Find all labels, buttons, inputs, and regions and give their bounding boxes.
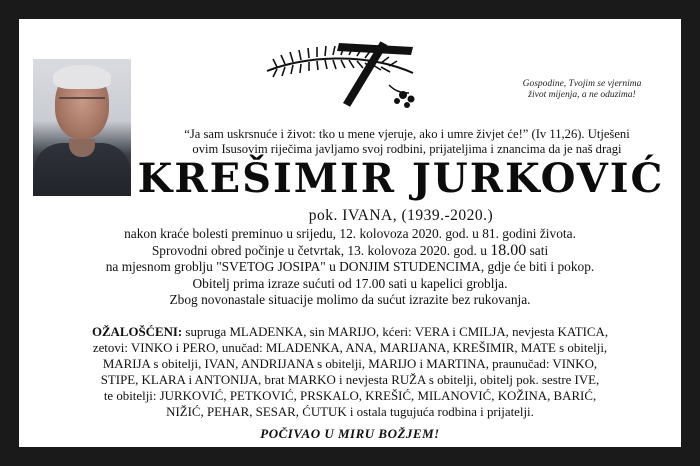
- verse-line-2: ovim Isusovim riječima javljamo svoj rodbini, prijateljima i znancima da je naš dragi: [192, 142, 622, 156]
- mourners-list: [33, 324, 667, 420]
- service-suffix: sati: [526, 242, 549, 258]
- closing-blessing: POČIVAO U MIRU BOŽJEM!: [260, 426, 440, 441]
- verse-line-1: “Ja sam uskrsnuće i život: tko u mene vjeruje, ako i umre živjet će!” (Iv 11,26). Utješeni: [184, 127, 630, 141]
- info-line-service: [33, 243, 667, 260]
- bible-verse: [137, 127, 677, 157]
- funeral-info: [33, 226, 667, 309]
- photo-hair: [53, 65, 111, 89]
- mourners-label: OŽALOŠĆENI:: [91, 325, 183, 339]
- mourners-line-5: te obitelji: JURKOVIĆ, PETKOVIĆ, PRSKALO, KREŠIĆ, MILANOVIĆ, KOŽINA, BARIĆ,: [103, 389, 597, 403]
- obituary-card: [19, 19, 681, 447]
- motto-line-2: život mijenja, a ne oduzima!: [528, 90, 636, 100]
- photo-glasses: [59, 97, 105, 109]
- mourners-line-3: MARIJA s obitelji, IVAN, ANDRIJANA s obitelji, MARIJO i MARTINA, praunučad: VINKO,: [102, 357, 598, 371]
- mourners-line-4: STIPE, KLARA i ANTONIJA, brat MARKO i nevjesta RUŽA s obitelji, obitelj pok. sestre IVE,: [100, 373, 600, 387]
- deceased-name: KREŠIMIR JURKOVIĆ: [137, 155, 665, 202]
- info-line-death: nakon kraće bolesti preminuo u srijedu, 12. kolovoza 2020. god. u 81. godini života.: [124, 226, 576, 241]
- info-line-cemetery: na mjesnom groblju "SVETOG JOSIPA" u DONJIM STUDENCIMA, gdje će biti i pokop.: [105, 259, 595, 275]
- service-time: 18.00: [490, 241, 527, 259]
- mourners-line-1-text: supruga MLADENKA, sin MARIJO, kćeri: VERA i CMILJA, nevjesta KATICA,: [182, 325, 609, 339]
- deceased-parent-years: pok. IVANA, (1939.-2020.): [308, 207, 494, 224]
- service-text: Sprovodni obred počinje u četvrtak, 13. kolovoza 2020. god. u: [151, 242, 491, 258]
- motto: [497, 79, 667, 101]
- portrait-photo: [33, 59, 131, 196]
- mourners-line-6: NIŽIĆ, PEHAR, SESAR, ĆUTUK i ostala tugujuća rodbina i prijatelji.: [166, 405, 534, 419]
- mourners-line-2: zetovi: VINKO i PERO, unučad: MLADENKA, ANA, MARIJANA, KREŠIMIR, MATE s obitelji,: [92, 341, 608, 355]
- motto-line-1: Gospodine, Tvojim se vjernima: [522, 79, 642, 89]
- info-line-notice: Zbog novonastale situacije molimo da sućut izrazite bez rukovanja.: [169, 292, 531, 308]
- mourners-line-1: [33, 324, 667, 340]
- info-line-condolences: Obitelj prima izraze sućuti od 17.00 sati u kapelici groblja.: [192, 275, 508, 291]
- cross-with-palm-icon: [263, 37, 433, 111]
